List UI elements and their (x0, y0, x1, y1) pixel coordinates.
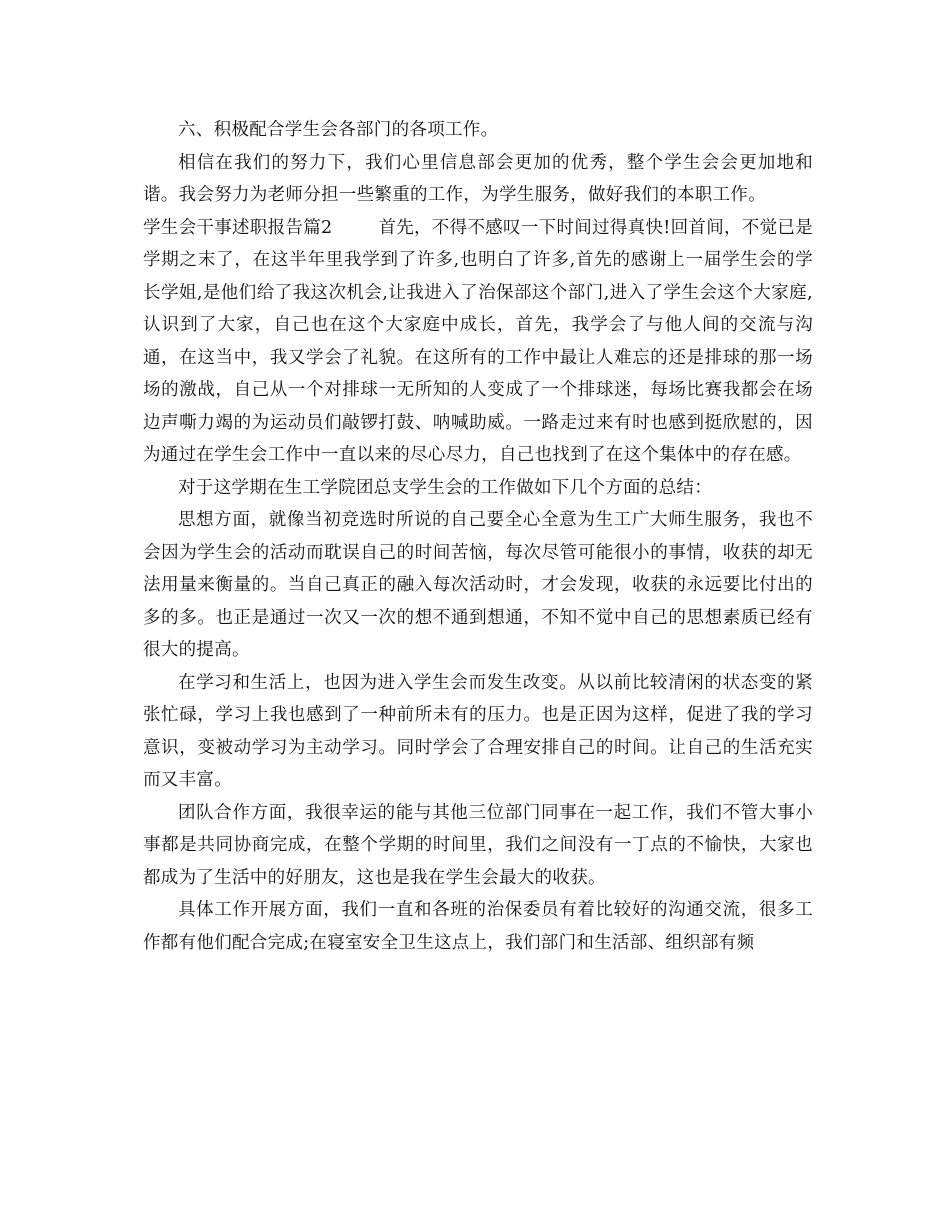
section-title: 学生会干事述职报告篇2 (143, 217, 333, 238)
paragraph-3: 对于这学期在生工学院团总支学生会的工作做如下几个方面的总结： (178, 477, 712, 498)
paragraph-1: 六、积极配合学生会各部门的各项工作。 (178, 120, 499, 140)
paragraph-2: 相信在我们的努力下，我们心里信息部会更加的优秀，整个学生会会更加地和谐。我会努力为老师分担一些繁重的工作，为学生服务，做好我们的本职工作。 (143, 152, 813, 205)
section-paragraph (143, 212, 813, 472)
paragraph-4: 思想方面，就像当初竞选时所说的自己要全心全意为生工广大师生服务，我也不会因为学生会的活动而耽误自己的时间苦恼，每次尽管可能很小的事情，收获的却无法用量来衡量的。当自己真正的融入每次活动时，才会发现，收获的永远要比付出的多的多。也正是通过一次又一次的想不通到想通，不知不觉中自己的思想素质已经有很大的提高。 (143, 510, 813, 660)
document-body (143, 114, 813, 959)
paragraph-6: 团队合作方面，我很幸运的能与其他三位部门同事在一起工作，我们不管大事小事都是共同协商完成，在整个学期的时间里，我们之间没有一丁点的不愉快，大家也都成为了生活中的好朋友，这也是我在学生会最大的收获。 (143, 802, 813, 888)
section-first-paragraph: 首先，不得不感叹一下时间过得真快!回首间，不觉已是学期之末了，在这半年里我学到了许多,也明白了许多,首先的感谢上一届学生会的学长学姐,是他们给了我这次机会,让我进入了治保部这个部门,进入了学生会这个大家庭,认识到了大家，自己也在这个大家庭中成长，首先，我学会了与他人间的交流与沟通，在这当中，我又学会了礼貌。在这所有的工作中最让人难忘的还是排球的那一场场的激战，自己从一个对排球一无所知的人变成了一个排球迷，每场比赛我都会在场边声嘶力竭的为运动员们敲锣打鼓、呐喊助威。一路走过来有时也感到挺欣慰的，因为通过在学生会工作中一直以来的尽心尽力，自己也找到了在这个集体中的存在感。 (143, 217, 814, 465)
paragraph-5: 在学习和生活上，也因为进入学生会而发生改变。从以前比较清闲的状态变的紧张忙碌，学习上我也感到了一种前所未有的压力。也是正因为这样，促进了我的学习意识，变被动学习为主动学习。同时学会了合理安排自己的时间。让自己的生活充实而又丰富。 (143, 672, 813, 790)
paragraph-7: 具体工作开展方面，我们一直和各班的治保委员有着比较好的沟通交流，很多工作都有他们配合完成;在寝室安全卫生这点上，我们部门和生活部、组织部有频 (143, 900, 813, 953)
